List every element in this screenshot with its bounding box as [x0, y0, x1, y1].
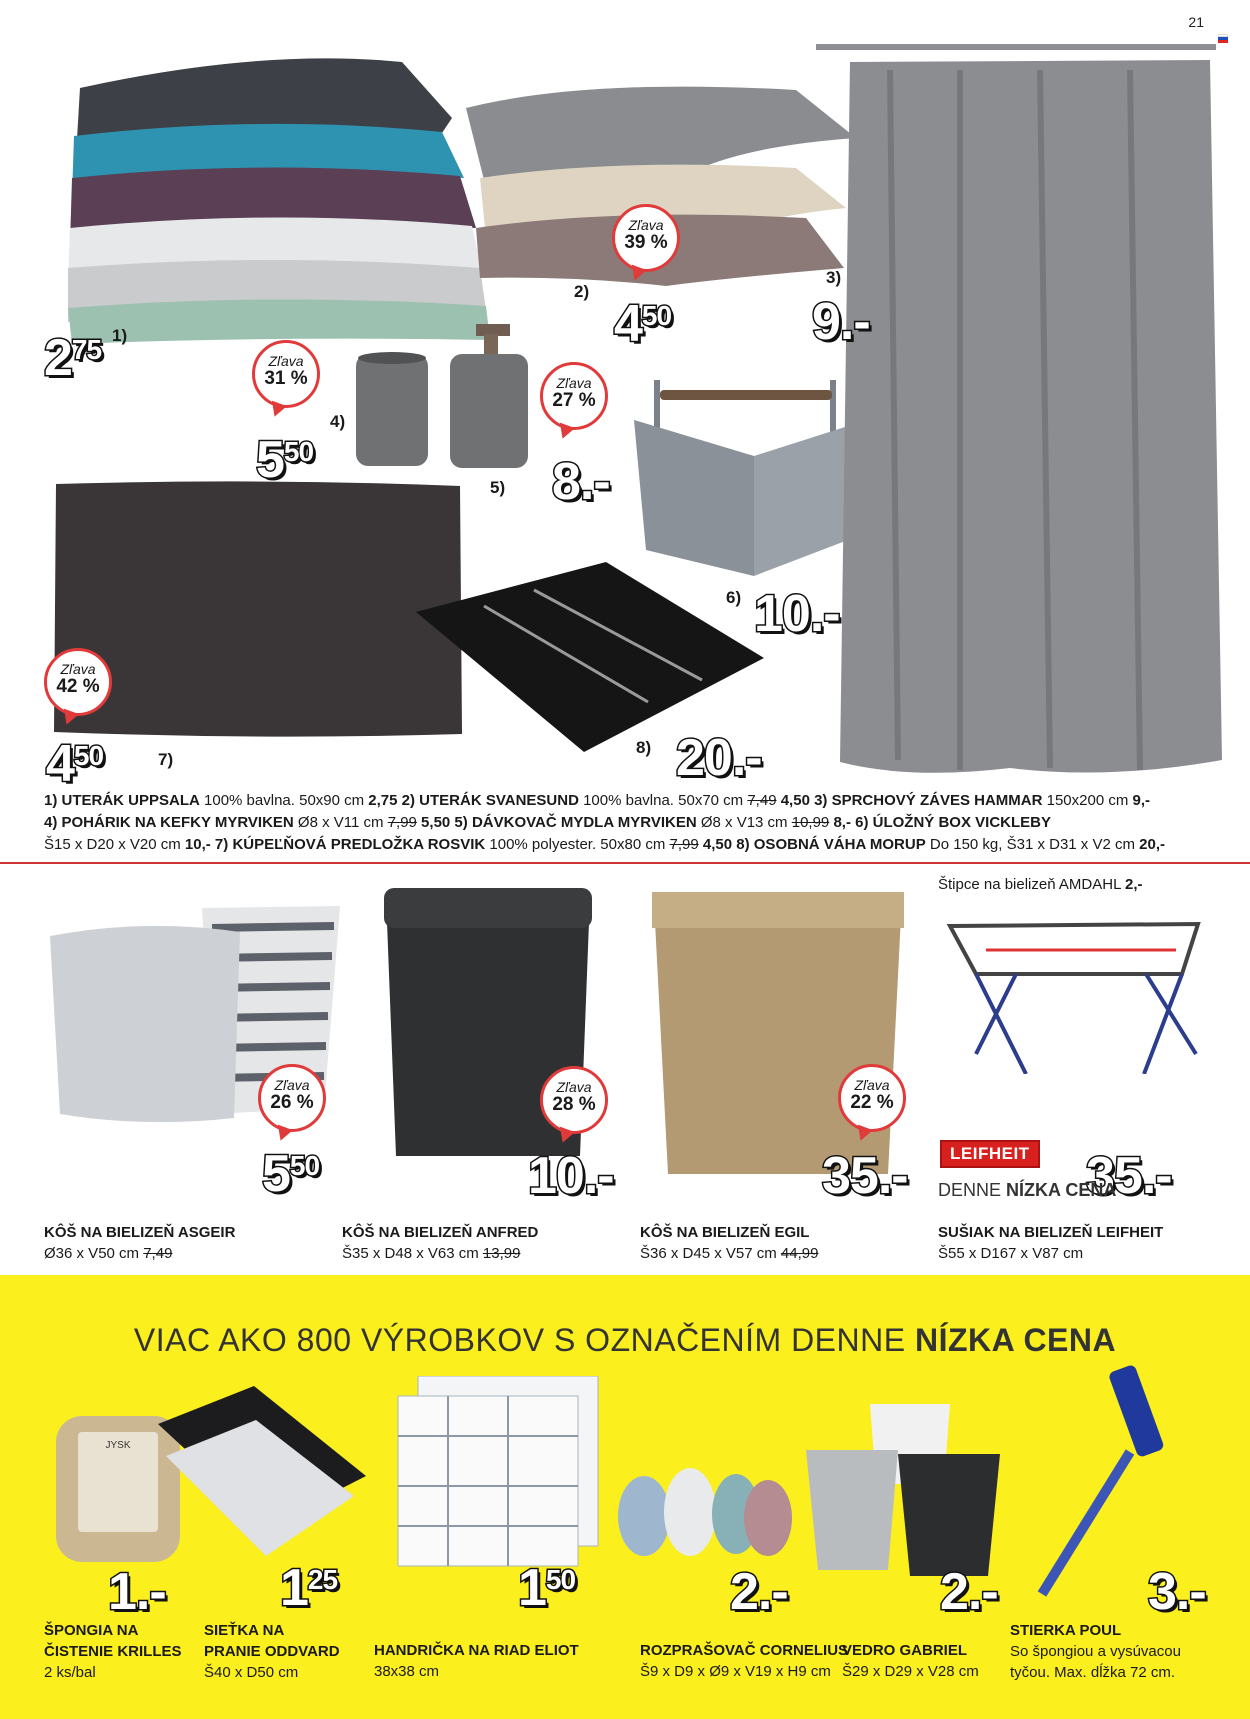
- caption-asgeir: KÔŠ NA BIELIZEŇ ASGEIR Ø36 x V50 cm 7,49: [44, 1224, 236, 1262]
- item-number-6: 6): [726, 588, 742, 607]
- caption-bucket: VEDRO GABRIEL Š29 x D29 x V28 cm: [842, 1642, 979, 1680]
- item-number-2: 2): [574, 282, 590, 301]
- discount-badge-anfred: Zľava 28 %: [540, 1066, 608, 1134]
- toothbrush-cup-image: [352, 350, 432, 470]
- caption-leifheit: SUŠIAK NA BIELIZEŇ LEIFHEIT Š55 x D167 x V87 cm: [938, 1224, 1164, 1262]
- price-laundry-net: $1^{25}$: [280, 1559, 338, 1617]
- sponge-brand-label: JYSK: [105, 1440, 131, 1451]
- item-number-7: 7): [158, 750, 174, 769]
- caption-anfred: KÔŠ NA BIELIZEŇ ANFRED Š35 x D48 x V63 cm 13,99: [342, 1224, 539, 1262]
- discount-badge-cup: Zľava 31 %: [252, 340, 320, 408]
- price-squeegee: 3.-: [1148, 1563, 1206, 1621]
- caption-laundry-net: SIEŤKA NA PRANIE ODDVARD Š40 x D50 cm: [204, 1622, 340, 1681]
- item-number-8: 8): [636, 738, 652, 757]
- price-toothbrush-cup: $5^{50}$: [256, 431, 314, 489]
- price-shower-curtain: 9.-: [812, 293, 870, 351]
- page-number: 21: [1188, 14, 1204, 30]
- price-soap-dispenser: 8.-: [552, 453, 610, 511]
- shower-curtain-image: [810, 40, 1230, 780]
- product-descriptions: [44, 790, 1214, 856]
- laundry-net-image: [158, 1386, 368, 1566]
- soap-dispenser-image: [446, 324, 532, 470]
- caption-egil: KÔŠ NA BIELIZEŇ EGIL Š36 x D45 x V57 cm 44,99: [640, 1224, 819, 1262]
- price-storage-box: 10.-: [754, 585, 840, 643]
- price-bath-mat: $4^{50}$: [46, 735, 104, 793]
- denne-nizka-cena-label: DENNE NÍZKA CENA: [938, 1180, 1117, 1200]
- buckets-image: [800, 1394, 1008, 1580]
- price-asgeir: $5^{50}$: [262, 1145, 320, 1203]
- discount-badge-dispenser: Zľava 27 %: [540, 362, 608, 430]
- discount-badge-asgeir: Zľava 26 %: [258, 1064, 326, 1132]
- caption-dish-towel: HANDRIČKA NA RIAD ELIOT 38x38 cm: [374, 1642, 579, 1680]
- discount-badge-bath-mat: Zľava 42 %: [44, 648, 112, 716]
- item-number-3: 3): [826, 268, 842, 287]
- leifheit-logo: LEIFHEIT: [940, 1140, 1040, 1168]
- caption-sponge: ŠPONGIA NA ČISTENIE KRILLES 2 ks/bal: [44, 1622, 182, 1681]
- bath-mat-image: [50, 478, 470, 740]
- clothespins-note: Štipce na bielizeň AMDAHL 2,-: [938, 876, 1143, 893]
- section-divider: [0, 862, 1250, 864]
- item-number-1: 1): [112, 326, 128, 345]
- spray-bottles-image: [612, 1410, 796, 1560]
- promo-headline: VIAC AKO 800 VÝROBKOV S OZNAČENÍM DENNE NÍZKA CENA: [133, 1322, 1117, 1358]
- dish-towels-image: [378, 1376, 608, 1572]
- bathroom-scale-image: [416, 562, 766, 756]
- price-scale: 20.-: [676, 729, 762, 787]
- price-towel: $2^{75}$: [44, 329, 102, 387]
- price-dish-towel: $1^{50}$: [518, 1559, 576, 1617]
- discount-badge-washcloth: Zľava 39 %: [612, 204, 680, 272]
- price-leifheit: 35.-: [1086, 1147, 1172, 1205]
- description-line-1: 1) UTERÁK UPPSALA 100% bavlna. 50x90 cm 2,75 2) UTERÁK SVANESUND 100% bavlna. 50x70 cm 7,49 4,50 3) SPRCHOVÝ ZÁVES HAMMAR 150x200 cm 9,-: [44, 792, 1151, 809]
- price-sponge: 1.-: [108, 1563, 166, 1621]
- towels-stack-image: [62, 48, 494, 344]
- price-anfred: 10.-: [528, 1147, 614, 1205]
- item-number-5: 5): [490, 478, 506, 497]
- drying-rack-image: [936, 904, 1212, 1074]
- description-line-3: Š15 x D20 x V20 cm 10,- 7) KÚPEĽŇOVÁ PREDLOŽKA ROSVIK 100% polyester. 50x80 cm 7,99 4,50 8) OSOBNÁ VÁHA MORUP Do 150 kg, Š31 x D31 x V2 cm 20,-: [44, 836, 1166, 853]
- caption-squeegee: STIERKA POUL So špongiou a vysúvacou tyčou. Max. dĺžka 72 cm.: [1010, 1622, 1181, 1681]
- price-bucket: 2.-: [940, 1563, 998, 1621]
- price-sprayer: 2.-: [730, 1563, 788, 1621]
- discount-badge-egil: Zľava 22 %: [838, 1064, 906, 1132]
- caption-sprayer: ROZPRAŠOVAČ CORNELIUS Š9 x D9 x Ø9 x V19 x H9 cm: [640, 1642, 849, 1680]
- description-line-2: 4) POHÁRIK NA KEFKY MYRVIKEN Ø8 x V11 cm 7,99 5,50 5) DÁVKOVAČ MYDLA MYRVIKEN Ø8 x V13 cm 10,99 8,- 6) ÚLOŽNÝ BOX VICKLEBY: [44, 814, 1051, 831]
- price-washcloth: $4^{50}$: [614, 295, 672, 353]
- price-egil: 35.-: [822, 1147, 908, 1205]
- item-number-4: 4): [330, 412, 346, 431]
